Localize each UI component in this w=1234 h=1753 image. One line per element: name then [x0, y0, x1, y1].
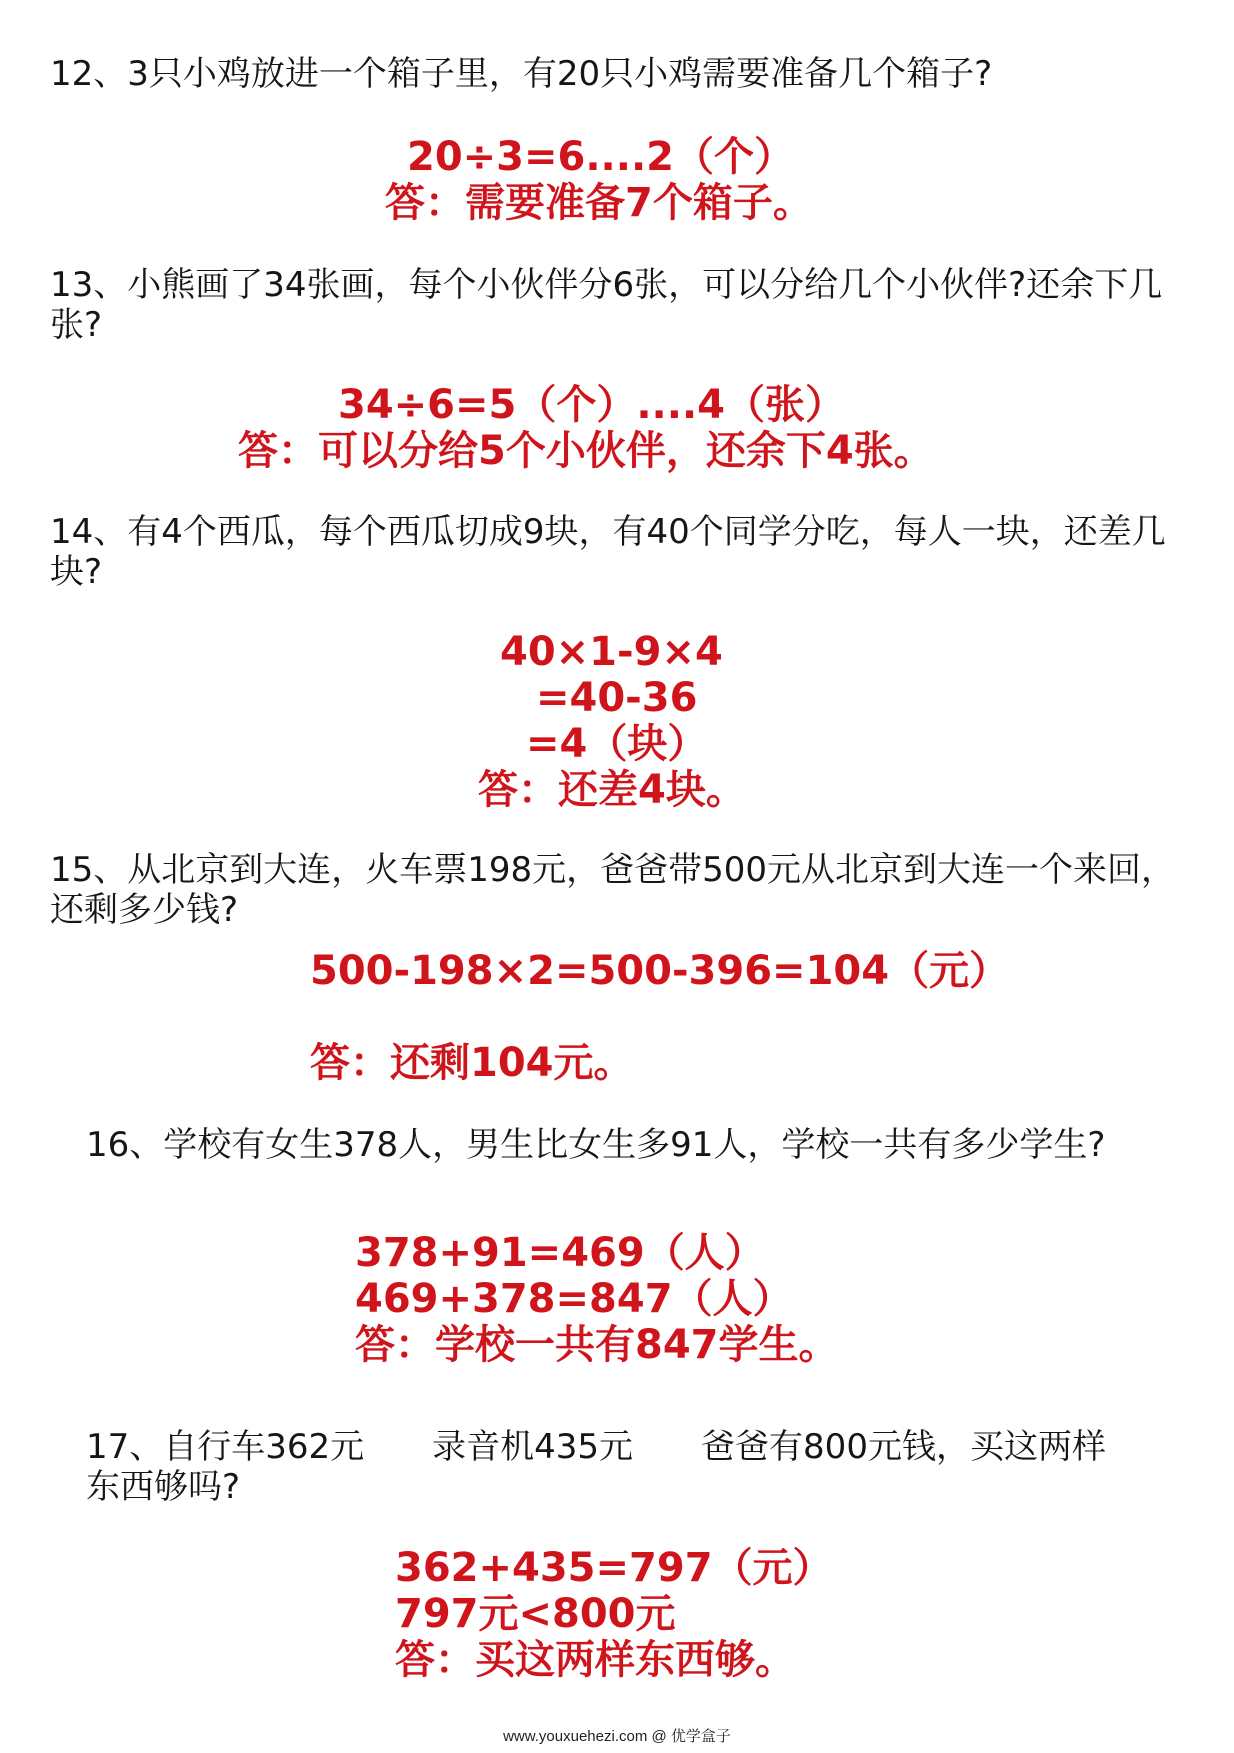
solution-16 — [355, 1230, 839, 1368]
solution-13-line-1: 34÷6=5（个）....4（张） — [338, 382, 845, 428]
solution-16-line-2: 469+378=847（人） — [355, 1276, 793, 1322]
question-16: 16、学校有女生378人，男生比女生多91人，学校一共有多少学生? — [86, 1125, 1106, 1165]
footer-watermark: www.youxuehezi.com @ 优学盒子 — [503, 1728, 731, 1745]
solution-12-line-1: 20÷3=6....2（个） — [407, 134, 794, 180]
solution-17-line-1: 362+435=797（元） — [395, 1545, 833, 1591]
solution-14-answer: 答：还差4块。 — [478, 767, 746, 813]
solution-12-answer: 答：需要准备7个箱子。 — [385, 180, 813, 226]
solution-14-line-3: =4（块） — [526, 721, 708, 767]
question-15: 15、从北京到大连，火车票198元，爸爸带500元从北京到大连一个来回，还剩多少钱? — [50, 850, 1176, 930]
solution-17-answer: 答：买这两样东西够。 — [395, 1637, 795, 1683]
solution-17 — [395, 1545, 833, 1683]
question-17: 17、自行车362元 录音机435元 爸爸有800元钱，买这两样东西够吗? — [86, 1427, 1106, 1507]
solution-14 — [478, 629, 746, 813]
solution-13-answer: 答：可以分给5个小伙伴，还余下4张。 — [238, 428, 934, 474]
solution-17-line-2: 797元<800元 — [395, 1591, 676, 1637]
solution-13 — [238, 382, 934, 474]
solution-14-line-1: 40×1-9×4 — [500, 629, 723, 675]
solution-12 — [385, 134, 813, 226]
solution-15 — [310, 948, 1009, 1086]
question-14: 14、有4个西瓜，每个西瓜切成9块，有40个同学分吃，每人一块，还差几块? — [50, 512, 1166, 592]
solution-15-line-1: 500-198×2=500-396=104（元） — [310, 948, 1010, 994]
solution-14-line-2: =40-36 — [536, 675, 698, 721]
solution-16-line-1: 378+91=469（人） — [355, 1230, 765, 1276]
question-13: 13、小熊画了34张画，每个小伙伴分6张，可以分给几个小伙伴?还余下几张? — [50, 265, 1163, 345]
question-12: 12、3只小鸡放进一个箱子里，有20只小鸡需要准备几个箱子? — [50, 54, 993, 94]
solution-16-answer: 答：学校一共有847学生。 — [355, 1322, 839, 1368]
solution-15-answer: 答：还剩104元。 — [310, 1040, 634, 1086]
